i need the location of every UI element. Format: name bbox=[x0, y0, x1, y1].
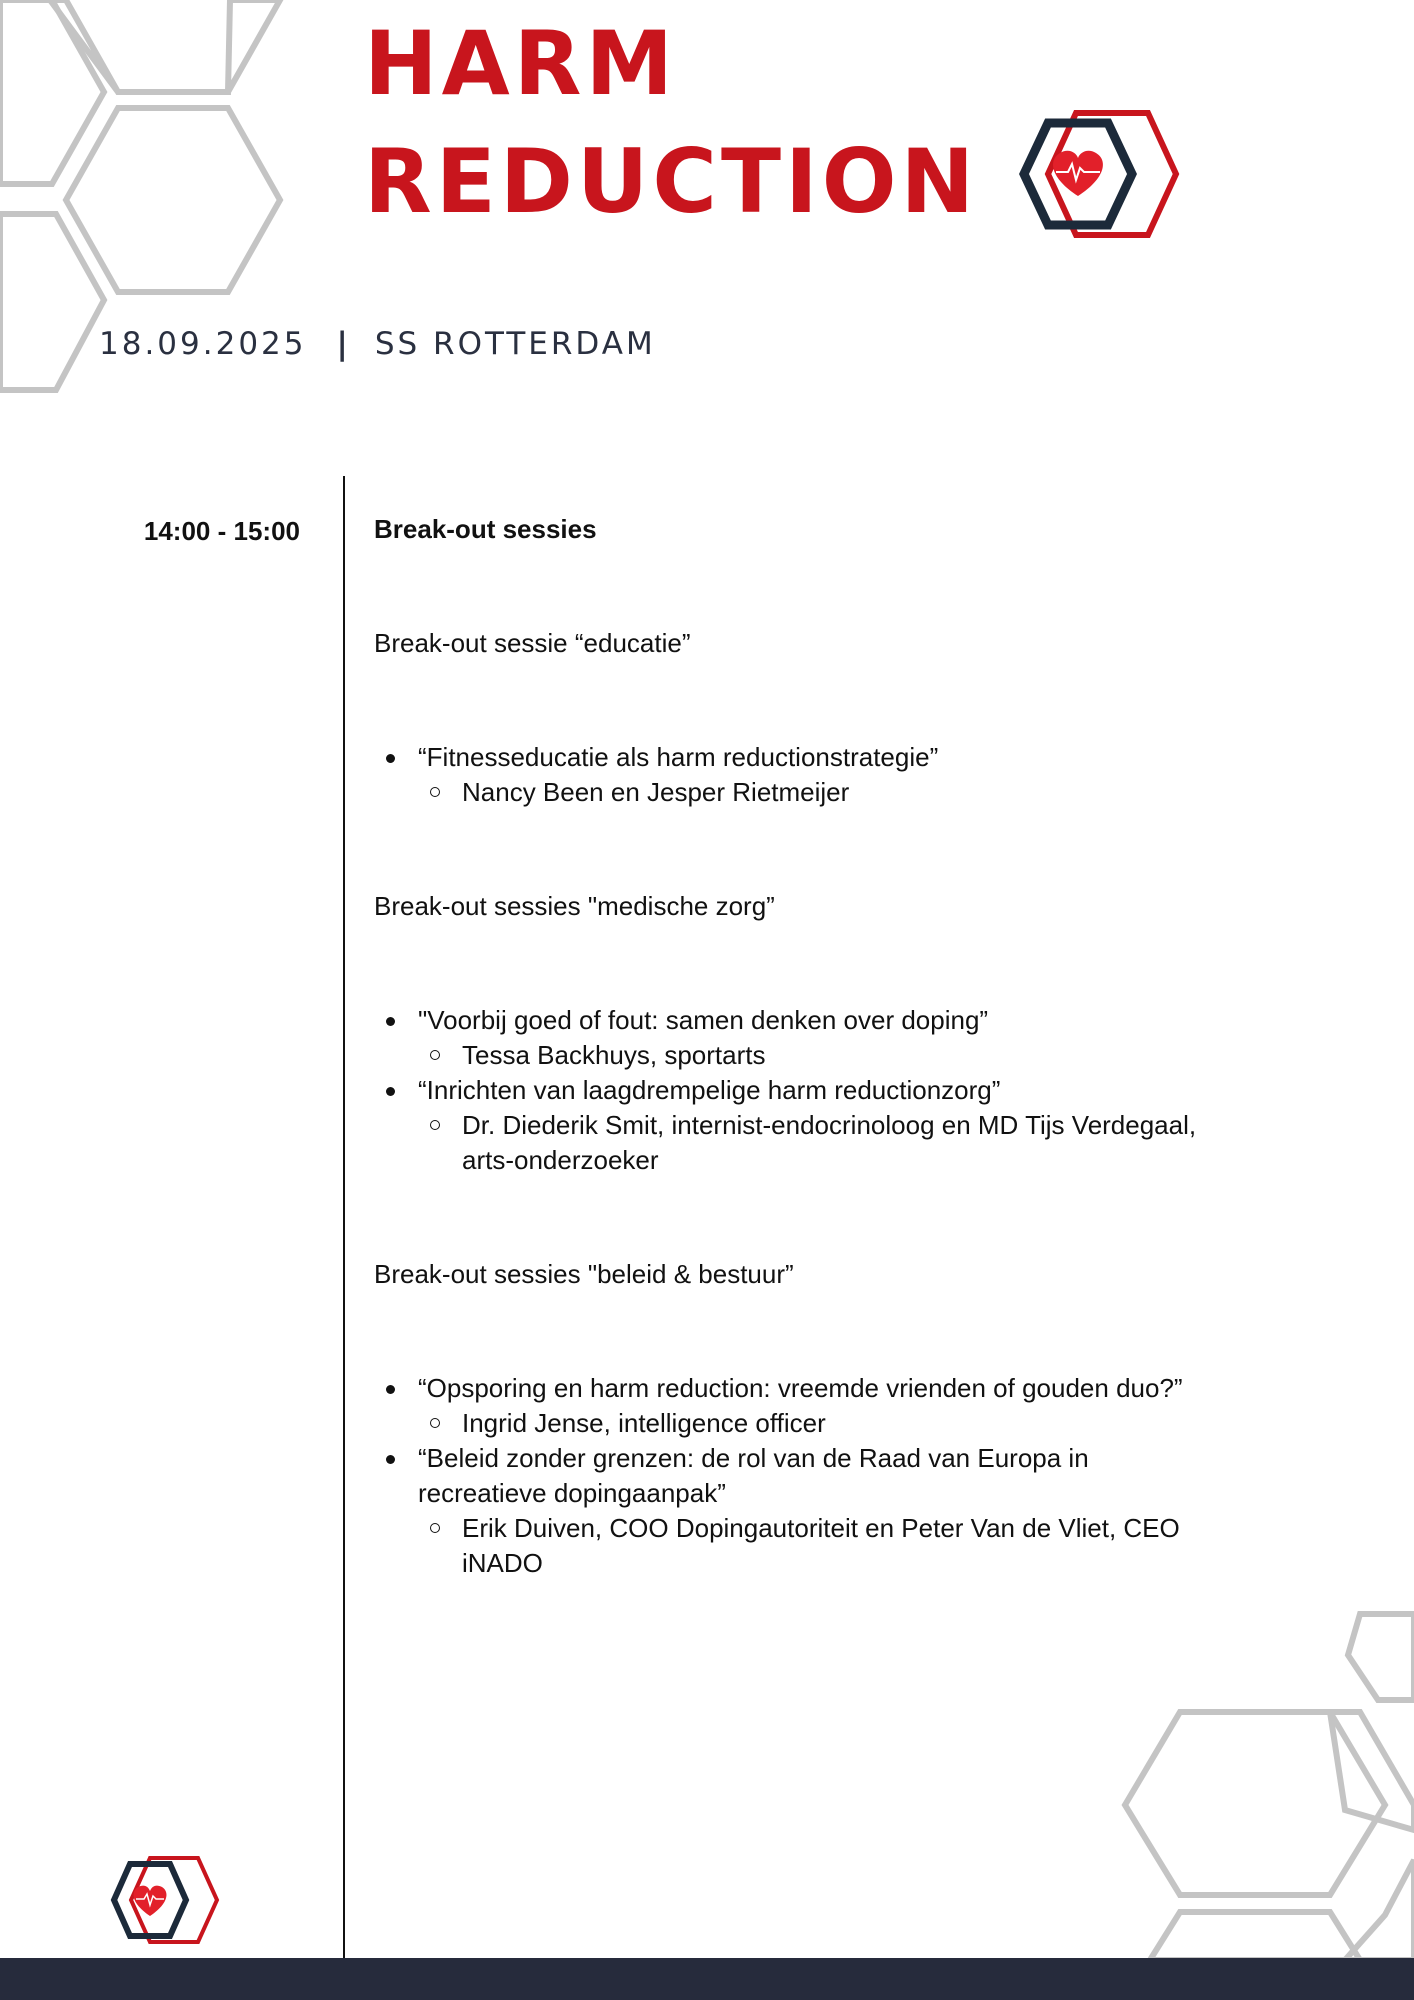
talk-list bbox=[374, 1371, 1204, 1581]
speaker-list bbox=[418, 1511, 1204, 1581]
speaker-list bbox=[418, 1038, 1204, 1073]
speaker-item: Tessa Backhuys, sportarts bbox=[418, 1038, 1204, 1073]
event-dateline bbox=[99, 326, 656, 362]
talk-list bbox=[374, 1003, 1204, 1178]
talk-title: “Opsporing en harm reduction: vreemde vrienden of gouden duo?” bbox=[418, 1373, 1183, 1403]
speaker-item: Dr. Diederik Smit, internist-endocrinoloog en MD Tijs Verdegaal, arts-onderzoeker bbox=[418, 1108, 1204, 1178]
talk-item bbox=[374, 740, 1204, 810]
session-content bbox=[374, 512, 1204, 1581]
speaker-item: Ingrid Jense, intelligence officer bbox=[418, 1406, 1204, 1441]
speaker-item: Erik Duiven, COO Dopingautoriteit en Peter Van de Vliet, CEO iNADO bbox=[418, 1511, 1204, 1581]
heart-pulse-logo-icon bbox=[1010, 108, 1180, 240]
timeline-divider bbox=[343, 476, 345, 1960]
talk-item bbox=[374, 1073, 1204, 1178]
event-date: 18.09.2025 bbox=[99, 326, 307, 362]
talk-item bbox=[374, 1371, 1204, 1441]
talk-title: "Voorbij goed of fout: samen denken over doping” bbox=[418, 1005, 989, 1035]
session-time: 14:00 - 15:00 bbox=[143, 516, 300, 546]
footer-bar bbox=[0, 1958, 1414, 2000]
speaker-list bbox=[418, 1406, 1204, 1441]
group-title: Break-out sessies "beleid & bestuur” bbox=[374, 1259, 794, 1289]
talk-title: “Beleid zonder grenzen: de rol van de Raad van Europa in recreatieve dopingaanpak” bbox=[418, 1443, 1089, 1508]
speaker-list bbox=[418, 775, 1204, 810]
date-venue-separator: | bbox=[336, 326, 351, 362]
event-venue: SS ROTTERDAM bbox=[374, 326, 656, 362]
speaker-item: Nancy Been en Jesper Rietmeijer bbox=[418, 775, 1204, 810]
talk-title: “Fitnesseducatie als harm reductionstrategie” bbox=[418, 742, 939, 772]
event-title-line1: HARM bbox=[364, 12, 678, 115]
event-title-line2: REDUCTION bbox=[364, 130, 979, 233]
talk-title: “Inrichten van laagdrempelige harm reductionzorg” bbox=[418, 1075, 1001, 1105]
talk-item bbox=[374, 1441, 1204, 1581]
talk-item bbox=[374, 1003, 1204, 1073]
session-heading: Break-out sessies bbox=[374, 514, 597, 544]
speaker-list bbox=[418, 1108, 1204, 1178]
group-title: Break-out sessie “educatie” bbox=[374, 628, 691, 658]
group-title: Break-out sessies "medische zorg” bbox=[374, 891, 775, 921]
talk-list bbox=[374, 740, 1204, 810]
heart-pulse-logo-small-icon bbox=[104, 1854, 220, 1946]
